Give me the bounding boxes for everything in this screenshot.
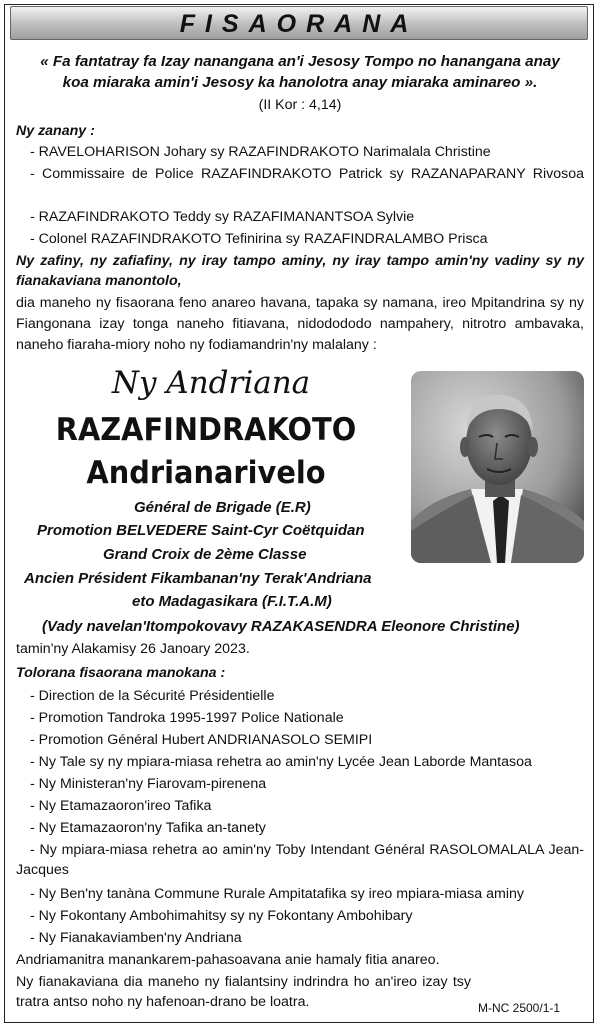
deceased-given-name: Andrianarivelo xyxy=(86,455,326,491)
rank-line: Grand Croix de 2ème Classe xyxy=(103,546,307,563)
thanks-item: - Ny mpiara-miasa rehetra ao amin'ny Toby Intendant Général RASOLOMALALA Jean-Jacques xyxy=(16,842,584,878)
epigraph-quote xyxy=(16,51,584,93)
thanks-item: - Ny Ministeran'ny Fiarovam-pirenena xyxy=(30,776,267,792)
thanks-item: - Ny Fokontany Ambohimahitsy sy ny Fokontany Ambohibary xyxy=(30,908,413,924)
rank-line: eto Madagasikara (F.I.T.A.M) xyxy=(132,593,332,610)
children-item: - Commissaire de Police RAZAFINDRAKOTO Patrick sy RAZANAPARANY Rivosoa xyxy=(30,166,584,182)
closing-blessing: Andriamanitra manankarem-pahasoavana anie hamaly fitia anareo. xyxy=(16,952,440,968)
children-item: - RAZAFINDRAKOTO Teddy sy RAZAFIMANANTSOA Sylvie xyxy=(30,209,415,225)
epigraph-line-1: « Fa fantatray fa Izay nanangana an'i Jesosy Tompo no hanangana anay xyxy=(40,53,560,70)
rank-line: Général de Brigade (E.R) xyxy=(134,499,311,516)
thanks-item: - Ny Etamazaoron'ireo Tafika xyxy=(30,798,212,814)
thanks-item: - Ny Fianakaviamben'ny Andriana xyxy=(30,930,242,946)
portrait-illustration xyxy=(411,371,584,563)
thanks-item: - Direction de la Sécurité Présidentielle xyxy=(30,688,275,704)
family-heading: Ny zafiny, ny zafiafiny, ny iray tampo aminy, ny iray tampo amin'ny vadiny sy ny fianakaviana manontolo, xyxy=(16,253,584,289)
thanks-item: - Promotion Tandroka 1995-1997 Police Nationale xyxy=(30,710,344,726)
children-item: - Colonel RAZAFINDRAKOTO Tefinirina sy RAZAFINDRALAMBO Prisca xyxy=(30,231,488,247)
epigraph-reference: (II Kor : 4,14) xyxy=(258,97,342,113)
spouse-line: (Vady navelan'Itompokovavy RAZAKASENDRA Eleonore Christine) xyxy=(42,618,520,635)
honorific-title: Ny Andriana xyxy=(111,365,311,401)
portrait-photo xyxy=(411,371,584,563)
family-body: dia maneho ny fisaorana feno anareo havana, tapaka sy namana, ireo Mpitandrina sy ny Fiangonana izay tonga naneho fitiavana, nidodododo nampahery, nitrotro ambavaka, naneho fiaraha-miory noho ny fodiamandrin'ny malalany : xyxy=(16,295,584,353)
rank-line: Promotion BELVEDERE Saint-Cyr Coëtquidan xyxy=(37,522,365,539)
thanks-heading: Tolorana fisaorana manokana : xyxy=(16,665,226,681)
page-title: FISAORANA xyxy=(10,6,588,40)
thanks-item: - Ny Etamazaoron'ny Tafika an-tanety xyxy=(30,820,266,836)
epigraph-line-2: koa miaraka amin'i Jesosy ka hanolotra anay miaraka aminareo ». xyxy=(62,74,538,91)
closing-apology: Ny fianakaviana dia maneho ny fialantsiny indrindra ho an'ireo izay tsy tratra antso noho ny hafenoan-drano be loatra. xyxy=(16,974,471,1010)
death-date: tamin'ny Alakamisy 26 Janoary 2023. xyxy=(16,641,250,657)
thanks-item: - Ny Tale sy ny mpiara-miasa rehetra ao amin'ny Lycée Jean Laborde Mantasoa xyxy=(30,754,532,770)
deceased-surname: RAZAFINDRAKOTO xyxy=(55,412,357,448)
children-heading: Ny zanany : xyxy=(16,123,95,139)
children-item: - RAVELOHARISON Johary sy RAZAFINDRAKOTO Narimalala Christine xyxy=(30,144,491,160)
thanks-item: - Promotion Général Hubert ANDRIANASOLO SEMIPI xyxy=(30,732,373,748)
notice-reference-code: M-NC 2500/1-1 xyxy=(478,1001,561,1015)
thanks-item: - Ny Ben'ny tanàna Commune Rurale Ampitatafika sy ireo mpiara-miasa aminy xyxy=(30,886,524,902)
rank-line: Ancien Président Fikambanan'ny Terak'Andriana xyxy=(24,570,372,587)
